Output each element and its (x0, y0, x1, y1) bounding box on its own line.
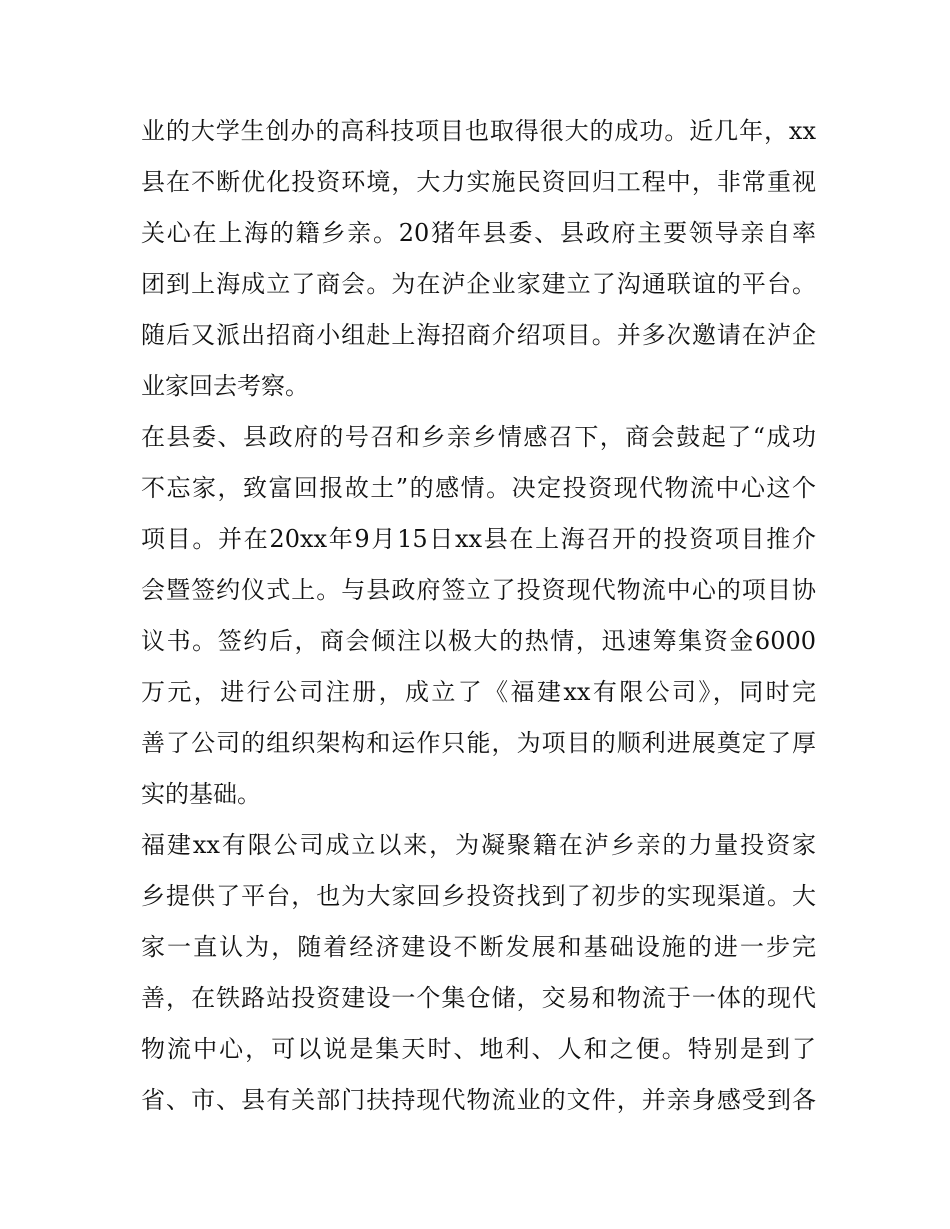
text-line: 随后又派出招商小组赴上海招商介绍项目。并多次邀请在泸企 (141, 321, 816, 349)
text-line: 项目。并在20xx年9月15日xx县在上海召开的投资项目推介 (141, 525, 816, 553)
text-line: 议书。签约后，商会倾注以极大的热情，迅速筹集资金6000 (141, 627, 816, 655)
text-line: 会暨签约仪式上。与县政府签立了投资现代物流中心的项目协 (141, 576, 816, 604)
text-line: 县在不断优化投资环境，大力实施民资回归工程中，非常重视 (141, 168, 816, 196)
text-line: 关心在上海的籍乡亲。20猪年县委、县政府主要领导亲自率 (141, 219, 816, 247)
text-line: 万元，进行公司注册，成立了《福建xx有限公司》，同时完 (141, 678, 816, 706)
text-line: 在县委、县政府的号召和乡亲乡情感召下，商会鼓起了“成功 (141, 423, 816, 451)
text-line: 不忘家，致富回报故土”的感情。决定投资现代物流中心这个 (141, 474, 816, 502)
paragraph-2 (141, 412, 816, 820)
text-line: 善了公司的组织架构和运作只能，为项目的顺利进展奠定了厚 (141, 729, 816, 757)
text-line: 福建xx有限公司成立以来，为凝聚籍在泸乡亲的力量投资家 (141, 831, 816, 859)
text-line: 团到上海成立了商会。为在泸企业家建立了沟通联谊的平台。 (141, 270, 816, 298)
text-line: 业家回去考察。 (141, 372, 309, 400)
document-body (141, 106, 816, 1126)
text-line: 乡提供了平台，也为大家回乡投资找到了初步的实现渠道。大 (141, 882, 816, 910)
text-line: 家一直认为，随着经济建设不断发展和基础设施的进一步完 (141, 933, 816, 961)
paragraph-1 (141, 106, 816, 412)
paragraph-3 (141, 820, 816, 1126)
text-line: 物流中心，可以说是集天时、地利、人和之便。特别是到了 (141, 1035, 816, 1063)
text-line: 省、市、县有关部门扶持现代物流业的文件，并亲身感受到各 (141, 1086, 816, 1114)
text-line: 实的基础。 (141, 780, 261, 808)
text-line: 业的大学生创办的高科技项目也取得很大的成功。近几年，xx (141, 117, 816, 145)
text-line: 善，在铁路站投资建设一个集仓储，交易和物流于一体的现代 (141, 984, 816, 1012)
